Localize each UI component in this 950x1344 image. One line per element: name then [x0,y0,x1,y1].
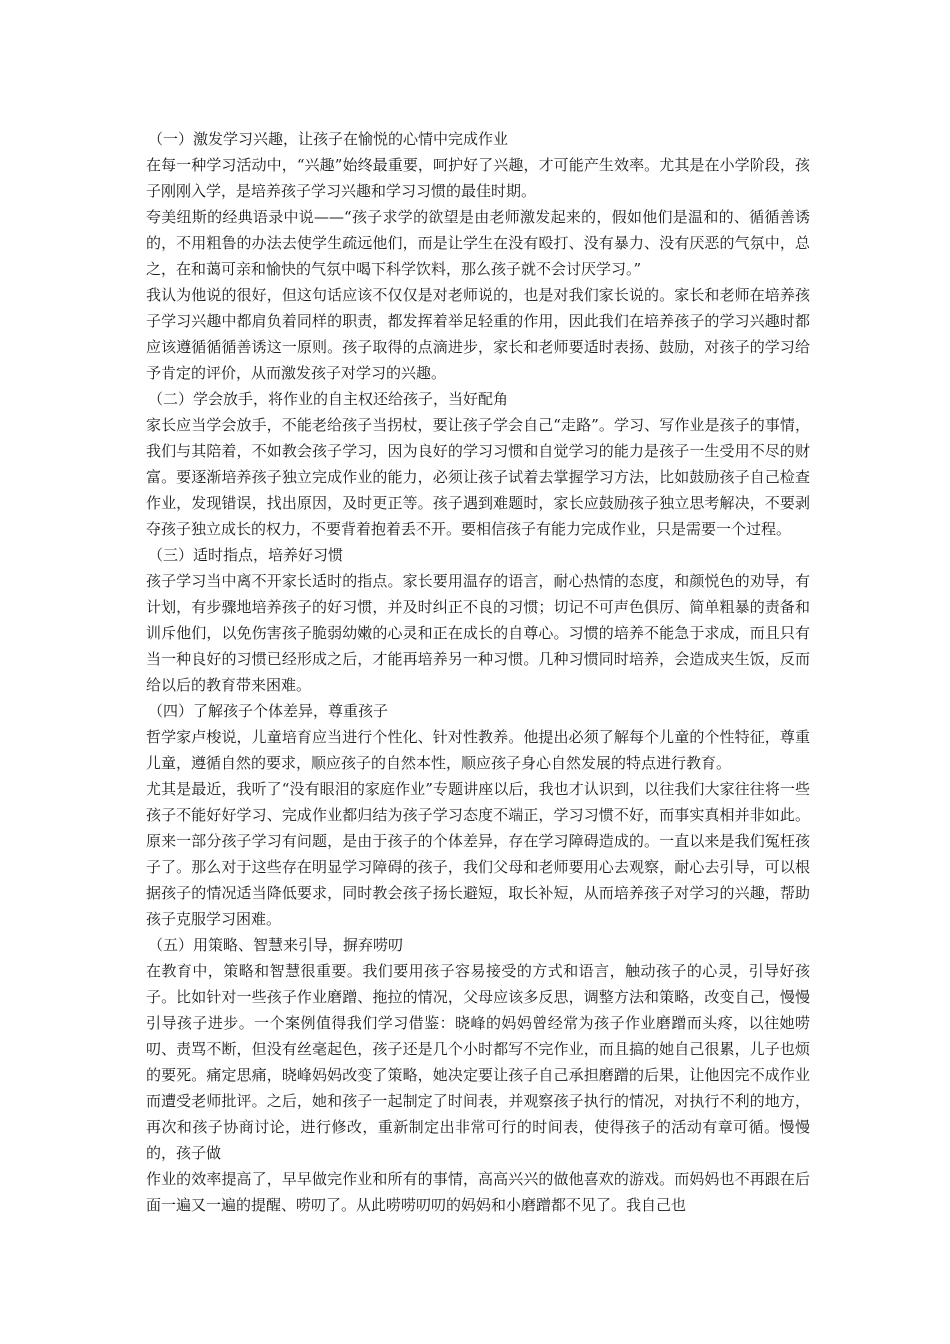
paragraph: 哲学家卢梭说，儿童培育应当进行个性化、针对性教养。他提出必须了解每个儿童的个性特征，尊重儿童，遵循自然的要求，顺应孩子的自然本性，顺应孩子身心自然发展的特点进行教育。 [146,728,810,772]
section-heading: （二）学会放手，将作业的自主权还给孩子，当好配角 [148,390,509,408]
section-heading: （一）激发学习兴趣，让孩子在愉悦的心情中完成作业 [148,130,509,148]
section-heading: （四）了解孩子个体差异，尊重孩子 [148,702,389,720]
section-2 [146,386,810,542]
section-heading: （三）适时指点，培养好习惯 [148,546,344,564]
paragraph: 我认为他说的很好，但这句话应该不仅仅是对老师说的，也是对我们家长说的。家长和老师在培养孩子学习兴趣中都肩负着同样的职责，都发挥着举足轻重的作用，因此我们在培养孩子的学习兴趣时都应该遵循循循善诱这一原则。孩子取得的点滴进步，家长和老师要适时表扬、鼓励，对孩子的学习给予肯定的评价，从而激发孩子对学习的兴趣。 [146,286,810,382]
section-3 [146,542,810,698]
section-4 [146,698,810,932]
section-5 [146,932,810,1218]
section-heading: （五）用策略、智慧来引导，摒弃唠叨 [148,936,404,954]
paragraph: 在每一种学习活动中，“兴趣”始终最重要，呵护好了兴趣，才可能产生效率。尤其是在小学阶段，孩子刚刚入学，是培养孩子学习兴趣和学习习惯的最佳时期。 [146,156,810,200]
section-1 [146,126,810,386]
paragraph: 夸美纽斯的经典语录中说——“孩子求学的欲望是由老师激发起来的，假如他们是温和的、循循善诱的，不用粗鲁的办法去使学生疏远他们，而是让学生在没有殴打、没有暴力、没有厌恶的气氛中，总之，在和蔼可亲和愉快的气氛中喝下科学饮料，那么孩子就不会讨厌学习。” [146,208,810,278]
paragraph: 孩子学习当中离不开家长适时的指点。家长要用温存的语言，耐心热情的态度，和颜悦色的劝导，有计划，有步骤地培养孩子的好习惯，并及时纠正不良的习惯；切记不可声色俱厉、简单粗暴的责备和训斥他们，以免伤害孩子脆弱幼嫩的心灵和正在成长的自尊心。习惯的培养不能急于求成，而且只有当一种良好的习惯已经形成之后，才能再培养另一种习惯。几种习惯同时培养，会造成夹生饭，反而给以后的教育带来困难。 [146,572,810,694]
paragraph: 尤其是最近，我听了“没有眼泪的家庭作业”专题讲座以后，我也才认识到，以往我们大家往往将一些孩子不能好好学习、完成作业都归结为孩子学习态度不端正，学习习惯不好，而事实真相并非如此。原来一部分孩子学习有问题，是由于孩子的个体差异，存在学习障碍造成的。一直以来是我们冤枉孩子了。那么对于这些存在明显学习障碍的孩子，我们父母和老师要用心去观察，耐心去引导，可以根据孩子的情况适当降低要求，同时教会孩子扬长避短，取长补短，从而培养孩子对学习的兴趣，帮助孩子克服学习困难。 [146,780,810,928]
paragraph: 在教育中，策略和智慧很重要。我们要用孩子容易接受的方式和语言，触动孩子的心灵，引导好孩子。比如针对一些孩子作业磨蹭、拖拉的情况，父母应该多反思，调整方法和策略，改变自己，慢慢引导孩子进步。一个案例值得我们学习借鉴：晓峰的妈妈曾经常为孩子作业磨蹭而头疼，以往她唠叨、责骂不断，但没有丝毫起色，孩子还是几个小时都写不完作业，而且搞的她自己很累，儿子也烦的要死。痛定思痛，晓峰妈妈改变了策略，她决定要让孩子自己承担磨蹭的后果，让他因完不成作业而遭受老师批评。之后，她和孩子一起制定了时间表，并观察孩子执行的情况，对执行不利的地方，再次和孩子协商讨论，进行修改，重新制定出非常可行的时间表，使得孩子的活动有章可循。慢慢的，孩子做 [146,962,810,1162]
document-page [146,126,810,1218]
paragraph: 家长应当学会放手，不能老给孩子当拐杖，要让孩子学会自己“走路”。学习、写作业是孩子的事情，我们与其陪着，不如教会孩子学习，因为良好的学习习惯和自觉学习的能力是孩子一生受用不尽的财富。要逐渐培养孩子独立完成作业的能力，必须让孩子试着去掌握学习方法，比如鼓励孩子自己检查作业，发现错误，找出原因，及时更正等。孩子遇到难题时，家长应鼓励孩子独立思考解决，不要剥夺孩子独立成长的权力，不要背着抱着丢不开。要相信孩子有能力完成作业，只是需要一个过程。 [146,416,810,538]
paragraph: 作业的效率提高了，早早做完作业和所有的事情，高高兴兴的做他喜欢的游戏。而妈妈也不再跟在后面一遍又一遍的提醒、唠叨了。从此唠唠叨叨的妈妈和小磨蹭都不见了。我自己也 [146,1170,810,1214]
